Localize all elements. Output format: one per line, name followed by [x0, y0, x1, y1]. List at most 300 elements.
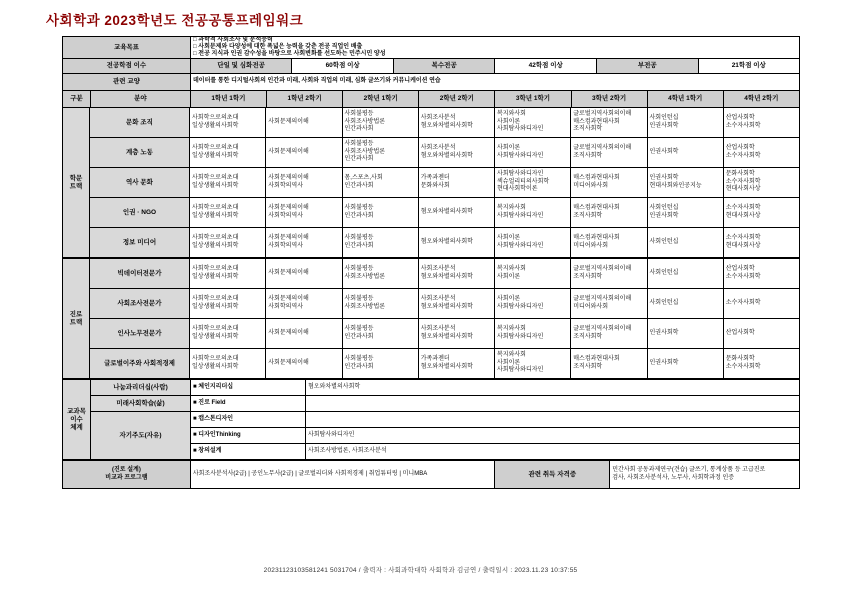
course-name: 현대사회와인공지능	[649, 182, 702, 189]
track-row	[90, 259, 800, 289]
course-name: 소수자사회학	[725, 178, 761, 185]
extra-field-cell: 미래사회학습(삶)	[91, 396, 191, 412]
course-cell	[724, 349, 800, 379]
field-cell: 인권 · NGO	[90, 198, 190, 228]
course-name: 일상생활의사회학	[192, 182, 239, 189]
course-cell	[266, 198, 342, 228]
edu-goal-line-2: □ 사회문제와 다양성에 대한 폭넓은 능력을 갖춘 전공 직업인 배출	[193, 44, 363, 50]
course-cell	[648, 138, 724, 168]
track-group-label-line: 진로	[69, 310, 83, 318]
course-name: 가족과젠더	[420, 175, 450, 181]
course-cell	[343, 198, 419, 228]
course-cell	[495, 198, 571, 228]
course-cell	[266, 108, 342, 138]
program-cell: ■ 진로 Field	[191, 396, 306, 412]
noncurricular-label	[63, 461, 191, 489]
course-name: 사회조사분석	[420, 326, 456, 332]
course-name: 사회학으로의초대	[192, 296, 239, 302]
course-name: 사회불평등	[344, 296, 374, 302]
course-name: 인권사회학	[649, 329, 679, 336]
program-cell: ■ 창의설계	[191, 444, 306, 460]
credit-row	[63, 59, 800, 74]
course-name: 사회탐사와디자인	[497, 303, 544, 310]
gubun-header: 구분	[63, 91, 91, 108]
program-cell: ■ 체인지리더십	[191, 380, 306, 396]
course-name: 인권사회학	[649, 175, 679, 181]
course-cell	[266, 289, 342, 319]
course-cell	[190, 228, 266, 258]
course-cell	[724, 138, 800, 168]
course-name: 사회조사분석	[420, 145, 456, 151]
course-name: 사회학으로의초대	[192, 175, 239, 181]
course-name: 복지와사회	[497, 111, 526, 118]
course-cell	[343, 228, 419, 258]
course-name: 사회불평등	[344, 235, 374, 241]
course-name: 사회조사분석	[420, 296, 456, 302]
field-cell: 문화 조직	[90, 108, 190, 138]
course-name: 글로벌지역사회의이해	[573, 266, 632, 272]
course-cell	[648, 259, 724, 289]
course-name: 사회이론	[497, 273, 521, 280]
course-name: 가족과젠더	[420, 356, 450, 362]
course-name: 사회학으로의초대	[192, 205, 239, 211]
course-name: 미디어와사회	[573, 303, 609, 310]
course-cell	[190, 168, 266, 198]
track-group-rows	[90, 108, 800, 258]
course-name: 사회문제의이해	[268, 175, 309, 181]
extra-group	[63, 379, 800, 460]
extra-sub-row	[191, 428, 800, 444]
course-name: 일상생활의사회학	[192, 212, 239, 219]
course-name: 사회문제의이해	[268, 148, 309, 155]
course-name: 사회불평등	[344, 326, 374, 332]
course-name: 사회이론	[497, 359, 521, 366]
track-group-label-2	[63, 259, 90, 379]
course-name: 미디어와사회	[573, 242, 609, 249]
course-name: 소수자사회학	[725, 235, 761, 241]
course-name: 사회이론	[497, 296, 521, 302]
course-name: 복지와사회	[497, 352, 526, 359]
credit-cell-6: 21학점 이상	[699, 59, 801, 74]
extra-group-rows	[91, 380, 800, 460]
noncurricular-label-line2: 비교과 프로그램	[105, 474, 148, 481]
course-name: 소수자사회학	[725, 363, 761, 370]
extra-sub-rows	[191, 396, 800, 412]
credit-cell-1: 단일 및 심화전공	[191, 59, 293, 74]
course-name: 조직사회학	[573, 363, 603, 370]
course-cell	[724, 259, 800, 289]
track-row	[90, 319, 800, 349]
course-name: 인간과사회	[344, 182, 374, 189]
field-cell: 글로벌이주와 사회적경제	[90, 349, 190, 379]
course-name: 산업사회학	[725, 266, 755, 272]
course-name: 인간과사회	[344, 363, 374, 370]
liberal-text: 데이터를 통한 디지털사회의 인간과 미래, 사회와 직업의 미래, 심화 글쓰기와 커뮤니케이션 연습	[191, 74, 800, 91]
course-name: 매스컴과현대사회	[573, 175, 620, 181]
course-name: 소수자사회학	[725, 122, 761, 129]
course-name: 글로벌지역사회의이해	[573, 296, 632, 302]
course-cell	[419, 259, 495, 289]
course-name: 사회탐사와디자인	[497, 367, 544, 374]
course-name: 일상생활의사회학	[192, 122, 239, 129]
course-cell	[571, 138, 647, 168]
extra-field-cell: 자기주도(자유)	[91, 412, 191, 460]
course-name: 혐오와차별의사회학	[420, 363, 473, 370]
course-name: 글로벌지역사회의이해	[573, 326, 632, 332]
extra-field-cell: 나눔과리더십(사람)	[91, 380, 191, 396]
course-name: 사회문제의이해	[268, 118, 309, 125]
footer-text: 20231123103581241 5031704 / 출력자 : 사회과학대학 사회학과 김금연 / 출력일시 : 2023.11.23 10:37:55	[263, 567, 578, 574]
course-cell	[495, 319, 571, 349]
course-cell	[724, 319, 800, 349]
track-group-rows	[90, 259, 800, 379]
course-name: 사회문제의이해	[268, 205, 309, 211]
course-name: 사회조사방법론	[344, 118, 386, 125]
track-group-2	[63, 258, 800, 379]
extra-row	[91, 380, 800, 396]
course-cell	[571, 259, 647, 289]
course-cell	[266, 349, 342, 379]
extra-group-label-line: 이수	[70, 415, 83, 423]
course-cell	[495, 168, 571, 198]
semester-header-3: 2학년 1학기	[343, 91, 419, 108]
semester-header-row	[63, 91, 800, 108]
track-group-label-line: 트랙	[69, 182, 83, 190]
course-name: 조직사회학	[573, 333, 603, 340]
course-name: 사회문제의이해	[268, 359, 309, 366]
course-name: 일상생활의사회학	[192, 363, 239, 370]
course-name: 사회조사방법론	[344, 273, 386, 280]
course-name: 사회인턴십	[649, 299, 679, 306]
course-name: 사회탐사와디자인	[497, 171, 544, 178]
linked-course-cell	[306, 412, 800, 428]
course-name: 글로벌지역사회의이해	[573, 145, 632, 151]
extra-sub-rows	[191, 412, 800, 460]
course-cell	[419, 289, 495, 319]
course-cell	[724, 228, 800, 258]
course-cell	[190, 319, 266, 349]
course-cell	[495, 108, 571, 138]
linked-course-cell	[306, 396, 800, 412]
noncurricular-programs: 사회조사분석사(2급) | 공인노무사(2급) | 글로벌리더와 사회적경제 | 취업튜터링 | 미니MBA	[191, 461, 496, 489]
course-cell	[343, 319, 419, 349]
course-cell	[648, 228, 724, 258]
field-cell: 계층 노동	[90, 138, 190, 168]
track-row	[90, 168, 800, 198]
course-name: 인간과사회	[344, 242, 374, 249]
course-name: 조직사회학	[573, 152, 603, 159]
course-name: 현대사회학이론	[497, 186, 538, 193]
course-name: 사회인턴십	[649, 205, 679, 211]
course-name: 인간과사회	[344, 333, 374, 340]
linked-course-cell: 사회조사방법론, 사회조사분석	[306, 444, 800, 460]
credit-cell-3: 복수전공	[394, 59, 496, 74]
course-name: 미디어와사회	[573, 182, 609, 189]
extra-curricular-grid	[63, 379, 800, 460]
credit-cell-5: 부전공	[597, 59, 699, 74]
course-name: 조직사회학	[573, 273, 603, 280]
course-cell	[724, 108, 800, 138]
extra-group-label	[63, 380, 91, 460]
course-name: 사회인턴십	[649, 238, 679, 245]
course-cell	[571, 168, 647, 198]
course-name: 사회문제의이해	[268, 235, 309, 241]
edu-goal-label: 교육목표	[63, 37, 191, 59]
course-name: 사회학의역사	[268, 182, 304, 189]
track-group-1	[63, 108, 800, 258]
course-name: 사회조사분석	[420, 115, 456, 121]
course-name: 글로벌지역사회의이해	[573, 111, 632, 118]
course-cell	[266, 228, 342, 258]
course-cell	[419, 228, 495, 258]
course-name: 인권사회학	[649, 122, 679, 129]
course-name: 사회조사방법론	[344, 303, 386, 310]
course-cell	[190, 198, 266, 228]
course-name: 인권사회학	[649, 148, 679, 155]
course-cell	[495, 138, 571, 168]
course-name: 인간과사회	[344, 156, 374, 163]
course-name: 사회학으로의초대	[192, 326, 239, 332]
course-name: 혐오와차별의사회학	[420, 273, 473, 280]
course-name: 복지와사회	[497, 266, 526, 272]
track-row	[90, 228, 800, 258]
extra-group-label-line: 교과목	[67, 407, 86, 415]
course-cell	[266, 259, 342, 289]
semester-header-7: 4학년 1학기	[648, 91, 724, 108]
course-name: 매스컴과현대사회	[573, 356, 620, 362]
credit-cell-2: 60학점 이상	[292, 59, 394, 74]
course-cell	[266, 319, 342, 349]
course-name: 조직사회학	[573, 126, 603, 133]
extra-group-label-line: 체계	[70, 423, 83, 431]
course-name: 소수자사회학	[725, 205, 761, 211]
semester-header-6: 3학년 2학기	[572, 91, 648, 108]
course-name: 사회인턴십	[649, 115, 679, 121]
course-cell	[495, 349, 571, 379]
course-name: 사회불평등	[344, 205, 374, 211]
course-cell	[419, 198, 495, 228]
course-name: 일상생활의사회학	[192, 273, 239, 280]
course-cell	[648, 198, 724, 228]
track-row	[90, 138, 800, 168]
course-name: 사회문제의이해	[268, 296, 309, 302]
course-name: 현대사회사상	[725, 242, 761, 249]
course-cell	[495, 259, 571, 289]
semester-header-8: 4학년 2학기	[724, 91, 800, 108]
course-name: 문화사회학	[725, 171, 755, 178]
course-name: 혐오와차별의사회학	[420, 208, 473, 215]
course-name: 사회문제의이해	[268, 269, 309, 276]
course-cell	[343, 138, 419, 168]
course-name: 혐오와차별의사회학	[420, 152, 473, 159]
course-cell	[343, 349, 419, 379]
course-name: 사회학으로의초대	[192, 356, 239, 362]
course-cell	[571, 319, 647, 349]
course-name: 일상생활의사회학	[192, 333, 239, 340]
course-name: 현대사회사상	[725, 186, 761, 193]
course-name: 소수자사회학	[725, 299, 761, 306]
extra-sub-rows	[191, 380, 800, 396]
linked-course-cell: 사회탐사와디자인	[306, 428, 800, 444]
track-row	[90, 289, 800, 319]
course-name: 일상생활의사회학	[192, 242, 239, 249]
course-name: 매스컴과현대사회	[573, 235, 620, 241]
semester-header-4: 2학년 2학기	[419, 91, 495, 108]
course-cell	[724, 168, 800, 198]
course-cell	[495, 289, 571, 319]
extra-row	[91, 412, 800, 460]
course-cell	[648, 319, 724, 349]
course-name: 사회이론	[497, 145, 521, 151]
program-cell: ■ 캡스톤디자인	[191, 412, 306, 428]
course-name: 혐오와차별의사회학	[420, 333, 473, 340]
course-name: 사회탐사와디자인	[497, 152, 544, 159]
course-name: 혐오와차별의사회학	[420, 122, 473, 129]
extra-sub-row	[191, 444, 800, 460]
course-name: 사회탐사와디자인	[497, 333, 544, 340]
course-name: 산업사회학	[725, 329, 755, 336]
course-cell	[190, 349, 266, 379]
page-title: 사회학과 2023학년도 전공공통프레임워크	[46, 13, 304, 28]
bottom-row	[63, 460, 800, 489]
course-name: 매스컴과현대사회	[573, 205, 620, 211]
course-cell	[419, 319, 495, 349]
course-cell	[419, 349, 495, 379]
cert-line-2: 검사, 사회조사분석사, 노무사, 사회학과정 인증	[612, 474, 735, 481]
course-cell	[571, 228, 647, 258]
field-header: 분야	[91, 91, 191, 108]
course-cell	[419, 138, 495, 168]
course-cell	[724, 198, 800, 228]
extra-sub-row	[191, 380, 800, 396]
credit-cell-4: 42학점 이상	[495, 59, 597, 74]
field-cell: 빅데이터전문가	[90, 259, 190, 289]
course-name: 사회학의역사	[268, 303, 304, 310]
track-row	[90, 349, 800, 379]
course-name: 사회학으로의초대	[192, 145, 239, 151]
semester-header-5: 3학년 1학기	[495, 91, 571, 108]
track-row	[90, 198, 800, 228]
course-cell	[266, 138, 342, 168]
course-name: 소수자사회학	[725, 152, 761, 159]
course-cell	[648, 168, 724, 198]
extra-sub-row	[191, 396, 800, 412]
course-name: 인권사회학	[649, 359, 679, 366]
cert-line-1: 민간사회 공동과제연구(견습) 글쓰기, 통계상품 등 고급진로	[612, 467, 766, 473]
field-cell: 역사 문화	[90, 168, 190, 198]
course-name: 사회이론	[497, 118, 521, 125]
course-name: 일상생활의사회학	[192, 303, 239, 310]
track-group-label-line: 트랙	[69, 318, 83, 326]
course-cell	[343, 108, 419, 138]
track-group-label-line: 학문	[69, 174, 83, 182]
course-name: 산업사회학	[725, 145, 755, 151]
course-name: 혐오와차별의사회학	[420, 238, 473, 245]
course-name: 인권사회학	[649, 212, 679, 219]
course-name: 매스컴과현대사회	[573, 118, 620, 125]
course-name: 사회학의역사	[268, 242, 304, 249]
course-cell	[571, 349, 647, 379]
liberal-label: 관련 교양	[63, 74, 191, 91]
program-cell: ■ 디자인Thinking	[191, 428, 306, 444]
course-name: 인간과사회	[344, 212, 374, 219]
course-cell	[648, 349, 724, 379]
cert-label: 관련 취득 자격증	[495, 461, 610, 489]
course-name: 인간과사회	[344, 126, 374, 133]
course-name: 일상생활의사회학	[192, 152, 239, 159]
course-cell	[571, 108, 647, 138]
extra-sub-row	[191, 412, 800, 428]
course-cell	[266, 168, 342, 198]
course-name: 사회탐사와디자인	[497, 212, 544, 219]
field-cell: 사회조사전문가	[90, 289, 190, 319]
course-cell	[343, 289, 419, 319]
course-name: 사회이론	[497, 235, 521, 241]
course-name: 조직사회학	[573, 212, 603, 219]
course-cell	[190, 108, 266, 138]
course-cell	[571, 289, 647, 319]
course-cell	[495, 228, 571, 258]
course-name: 복지와사회	[497, 205, 526, 211]
course-name: 사회학으로의초대	[192, 235, 239, 241]
edu-goal-line-1: □ 과학적 사회조사 및 분석능력	[193, 37, 273, 43]
course-name: 사회학으로의초대	[192, 115, 239, 121]
course-name: 문화사회학	[725, 356, 755, 362]
course-name: 사회조사방법론	[344, 148, 386, 155]
course-cell	[419, 108, 495, 138]
semester-header-2: 1학년 2학기	[267, 91, 343, 108]
course-name: 사회학의역사	[268, 212, 304, 219]
course-name: 사회불평등	[344, 111, 374, 118]
noncurricular-label-line1: (진로 설계)	[111, 467, 141, 473]
course-cell	[648, 289, 724, 319]
course-name: 소수자사회학	[725, 273, 761, 280]
course-cell	[190, 289, 266, 319]
edu-goal-list	[191, 37, 800, 59]
course-name: 사회학으로의초대	[192, 266, 239, 272]
cert-text	[610, 461, 800, 489]
course-name: 사회탐사와디자인	[497, 126, 544, 133]
course-name: 사회불평등	[344, 141, 374, 148]
edu-goal-row	[63, 37, 800, 59]
course-name: 사회불평등	[344, 356, 374, 362]
course-name: 혐오와차별의사회학	[420, 303, 473, 310]
course-cell	[190, 138, 266, 168]
course-name: 사회인턴십	[649, 269, 679, 276]
course-name: 사회조사분석	[420, 266, 456, 272]
course-name: 현대사회사상	[725, 212, 761, 219]
course-name: 복지와사회	[497, 326, 526, 332]
semester-header-1: 1학년 1학기	[191, 91, 267, 108]
course-name: 산업사회학	[725, 115, 755, 121]
field-cell: 인사노무전문가	[90, 319, 190, 349]
course-cell	[190, 259, 266, 289]
course-cell	[648, 108, 724, 138]
course-name: 사회탐사와디자인	[497, 242, 544, 249]
course-name: 몸,스포츠,사회	[344, 175, 383, 181]
course-name: 사회불평등	[344, 266, 374, 272]
course-name: 섹슈얼리티의사회학	[497, 178, 550, 185]
course-name: 문화와사회	[420, 182, 450, 189]
course-cell	[571, 198, 647, 228]
course-cell	[419, 168, 495, 198]
track-row	[90, 108, 800, 138]
edu-goal-line-3: □ 전공 지식과 인권 감수성을 바탕으로 사회변화를 선도하는 민주시민 양성	[193, 51, 386, 57]
field-cell: 정보 미디어	[90, 228, 190, 258]
course-cell	[343, 259, 419, 289]
course-grid	[63, 108, 800, 379]
course-name: 사회문제의이해	[268, 329, 309, 336]
